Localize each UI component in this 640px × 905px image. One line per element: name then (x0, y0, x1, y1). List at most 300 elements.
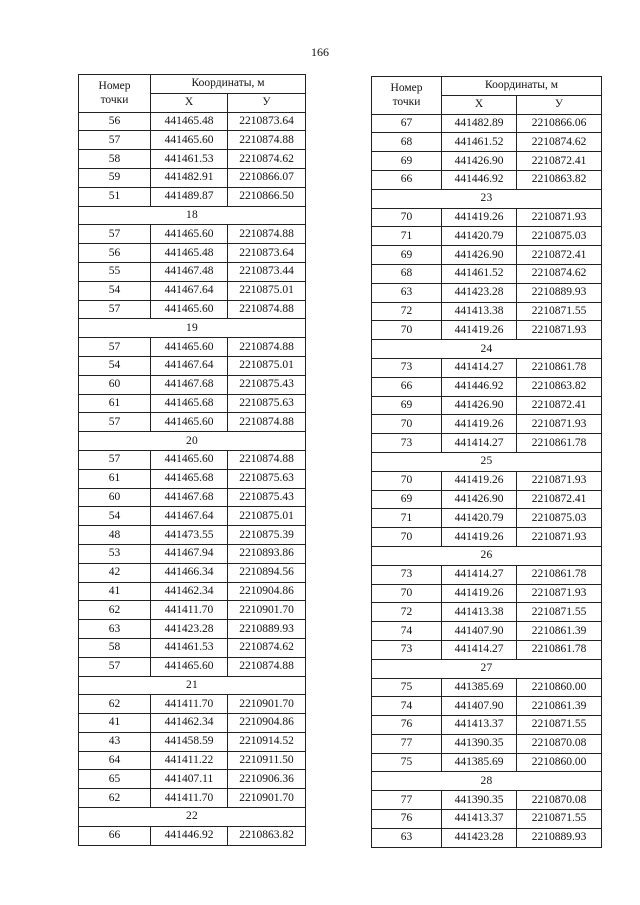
coordinates-table-right (371, 76, 602, 848)
coordinates-header: Координаты, м (442, 77, 602, 96)
point-number-cell: 57 (79, 338, 151, 357)
y-coordinate-cell: 2210873.64 (228, 112, 306, 131)
x-coordinate-cell: 441467.68 (151, 375, 228, 394)
y-coordinate-cell: 2210874.62 (517, 133, 602, 152)
point-number-cell: 71 (372, 509, 442, 528)
x-coordinate-cell: 441465.60 (151, 225, 228, 244)
point-number-cell: 68 (372, 264, 442, 283)
y-coordinate-cell: 2210874.88 (228, 338, 306, 357)
x-coordinate-cell: 441414.27 (442, 358, 517, 377)
x-header: X (151, 93, 228, 112)
y-coordinate-cell: 2210870.08 (517, 791, 602, 810)
x-coordinate-cell: 441426.90 (442, 246, 517, 265)
point-number-cell: 76 (372, 810, 442, 829)
y-coordinate-cell: 2210871.93 (517, 471, 602, 490)
x-coordinate-cell: 441420.79 (442, 509, 517, 528)
table-row (372, 133, 602, 152)
point-number-cell: 69 (372, 152, 442, 171)
table-row (79, 131, 306, 150)
section-label: 27 (372, 659, 602, 678)
point-number-cell: 69 (372, 246, 442, 265)
x-coordinate-cell: 441407.90 (442, 697, 517, 716)
y-coordinate-cell: 2210866.06 (517, 114, 602, 133)
y-coordinate-cell: 2210871.93 (517, 528, 602, 547)
section-label: 23 (372, 189, 602, 208)
table-row (79, 112, 306, 131)
x-coordinate-cell: 441414.27 (442, 640, 517, 659)
section-row (372, 340, 602, 359)
table-row (372, 528, 602, 547)
section-label: 20 (79, 432, 306, 451)
point-number-cell: 70 (372, 528, 442, 547)
table-row (79, 507, 306, 526)
x-coordinate-cell: 441446.92 (151, 826, 228, 845)
y-coordinate-cell: 2210871.93 (517, 321, 602, 340)
y-coordinate-cell: 2210875.43 (228, 488, 306, 507)
x-coordinate-cell: 441482.91 (151, 168, 228, 187)
point-number-cell: 66 (372, 170, 442, 189)
point-number-cell: 43 (79, 732, 151, 751)
x-coordinate-cell: 441465.48 (151, 244, 228, 263)
x-coordinate-cell: 441466.34 (151, 563, 228, 582)
point-number-cell: 72 (372, 302, 442, 321)
table-row (372, 622, 602, 641)
section-row (79, 808, 306, 827)
y-coordinate-cell: 2210872.41 (517, 396, 602, 415)
point-number-cell: 59 (79, 168, 151, 187)
x-header: X (442, 95, 517, 114)
y-coordinate-cell: 2210874.88 (228, 300, 306, 319)
x-coordinate-cell: 441419.26 (442, 471, 517, 490)
y-coordinate-cell: 2210861.78 (517, 565, 602, 584)
point-number-cell: 55 (79, 262, 151, 281)
section-row (372, 546, 602, 565)
y-coordinate-cell: 2210866.50 (228, 187, 306, 206)
section-label: 24 (372, 340, 602, 359)
x-coordinate-cell: 441467.68 (151, 488, 228, 507)
y-coordinate-cell: 2210861.78 (517, 640, 602, 659)
x-coordinate-cell: 441465.60 (151, 338, 228, 357)
table-row (372, 434, 602, 453)
table-row (79, 732, 306, 751)
y-coordinate-cell: 2210901.70 (228, 789, 306, 808)
y-coordinate-cell: 2210873.44 (228, 262, 306, 281)
point-number-cell: 62 (79, 601, 151, 620)
point-number-cell: 63 (372, 283, 442, 302)
x-coordinate-cell: 441467.64 (151, 507, 228, 526)
point-number-cell: 42 (79, 563, 151, 582)
x-coordinate-cell: 441419.26 (442, 321, 517, 340)
x-coordinate-cell: 441419.26 (442, 528, 517, 547)
point-number-cell: 71 (372, 227, 442, 246)
point-number-cell: 75 (372, 753, 442, 772)
section-label: 28 (372, 772, 602, 791)
point-number-cell: 57 (79, 657, 151, 676)
table-row (79, 262, 306, 281)
y-coordinate-cell: 2210901.70 (228, 695, 306, 714)
y-coordinate-cell: 2210871.55 (517, 716, 602, 735)
table-row (79, 544, 306, 563)
section-label: 22 (79, 808, 306, 827)
section-label: 19 (79, 319, 306, 338)
section-row (372, 189, 602, 208)
table-row (372, 603, 602, 622)
point-number-cell: 51 (79, 187, 151, 206)
point-number-cell: 60 (79, 488, 151, 507)
table-row (372, 377, 602, 396)
table-row (79, 244, 306, 263)
table-row (372, 509, 602, 528)
x-coordinate-cell: 441465.68 (151, 394, 228, 413)
x-coordinate-cell: 441489.87 (151, 187, 228, 206)
section-label: 26 (372, 546, 602, 565)
table-row (372, 471, 602, 490)
x-coordinate-cell: 441467.64 (151, 356, 228, 375)
table-row (372, 358, 602, 377)
y-coordinate-cell: 2210875.03 (517, 509, 602, 528)
x-coordinate-cell: 441413.37 (442, 810, 517, 829)
table-row (79, 789, 306, 808)
y-coordinate-cell: 2210875.43 (228, 375, 306, 394)
point-number-cell: 70 (372, 584, 442, 603)
table-row (79, 563, 306, 582)
y-coordinate-cell: 2210875.01 (228, 356, 306, 375)
y-coordinate-cell: 2210861.78 (517, 434, 602, 453)
point-number-cell: 57 (79, 300, 151, 319)
point-number-cell: 61 (79, 469, 151, 488)
table-row (79, 356, 306, 375)
y-coordinate-cell: 2210870.08 (517, 734, 602, 753)
y-coordinate-cell: 2210871.93 (517, 208, 602, 227)
table-row (372, 415, 602, 434)
table-row (79, 695, 306, 714)
y-coordinate-cell: 2210914.52 (228, 732, 306, 751)
table-row (372, 264, 602, 283)
point-number-cell: 54 (79, 281, 151, 300)
y-coordinate-cell: 2210871.55 (517, 810, 602, 829)
y-coordinate-cell: 2210889.93 (517, 283, 602, 302)
x-coordinate-cell: 441426.90 (442, 396, 517, 415)
table-row (372, 170, 602, 189)
point-number-cell: 70 (372, 415, 442, 434)
section-row (372, 452, 602, 471)
point-number-cell: 74 (372, 697, 442, 716)
table-row (372, 697, 602, 716)
table-row (79, 714, 306, 733)
table-row (372, 396, 602, 415)
x-coordinate-cell: 441446.92 (442, 170, 517, 189)
y-coordinate-cell: 2210871.55 (517, 302, 602, 321)
y-coordinate-cell: 2210874.88 (228, 131, 306, 150)
table-row (79, 413, 306, 432)
y-coordinate-cell: 2210874.62 (228, 150, 306, 169)
table-row (372, 208, 602, 227)
point-number-cell: 57 (79, 225, 151, 244)
y-coordinate-cell: 2210874.62 (228, 638, 306, 657)
y-coordinate-cell: 2210874.88 (228, 657, 306, 676)
point-number-cell: 70 (372, 471, 442, 490)
point-number-cell: 66 (372, 377, 442, 396)
x-coordinate-cell: 441446.92 (442, 377, 517, 396)
x-coordinate-cell: 441426.90 (442, 490, 517, 509)
x-coordinate-cell: 441423.28 (442, 283, 517, 302)
point-number-cell: 57 (79, 450, 151, 469)
point-number-header-line1: Номер (390, 82, 423, 95)
table-row (372, 791, 602, 810)
table-row (79, 751, 306, 770)
point-number-cell: 58 (79, 150, 151, 169)
table-row (372, 565, 602, 584)
section-row (79, 206, 306, 225)
x-coordinate-cell: 441482.89 (442, 114, 517, 133)
table-row (372, 678, 602, 697)
y-coordinate-cell: 2210901.70 (228, 601, 306, 620)
y-coordinate-cell: 2210874.62 (517, 264, 602, 283)
x-coordinate-cell: 441458.59 (151, 732, 228, 751)
point-number-header-line2: точки (392, 96, 421, 109)
table-row (372, 640, 602, 659)
x-coordinate-cell: 441419.26 (442, 415, 517, 434)
point-number-cell: 69 (372, 396, 442, 415)
point-number-header (372, 77, 442, 115)
table-row (79, 770, 306, 789)
table-row (79, 150, 306, 169)
table-row (79, 168, 306, 187)
x-coordinate-cell: 441414.27 (442, 434, 517, 453)
section-row (79, 676, 306, 695)
table-row (372, 227, 602, 246)
table-row (372, 734, 602, 753)
x-coordinate-cell: 441423.28 (151, 620, 228, 639)
x-coordinate-cell: 441419.26 (442, 208, 517, 227)
x-coordinate-cell: 441465.60 (151, 657, 228, 676)
table-row (79, 601, 306, 620)
x-coordinate-cell: 441467.48 (151, 262, 228, 281)
table-row (79, 300, 306, 319)
y-coordinate-cell: 2210871.93 (517, 584, 602, 603)
point-number-cell: 57 (79, 131, 151, 150)
table-row (372, 716, 602, 735)
point-number-cell: 53 (79, 544, 151, 563)
table-row (79, 187, 306, 206)
x-coordinate-cell: 441461.53 (151, 638, 228, 657)
point-number-cell: 56 (79, 244, 151, 263)
x-coordinate-cell: 441465.60 (151, 131, 228, 150)
page-number: 166 (311, 45, 329, 59)
table-row (372, 152, 602, 171)
point-number-cell: 72 (372, 603, 442, 622)
table-row (79, 826, 306, 845)
x-coordinate-cell: 441465.60 (151, 300, 228, 319)
table-row (79, 375, 306, 394)
point-number-cell: 73 (372, 565, 442, 584)
x-coordinate-cell: 441407.90 (442, 622, 517, 641)
section-row (79, 432, 306, 451)
table-row (79, 657, 306, 676)
x-coordinate-cell: 441426.90 (442, 152, 517, 171)
y-coordinate-cell: 2210893.86 (228, 544, 306, 563)
point-number-cell: 73 (372, 640, 442, 659)
y-coordinate-cell: 2210894.56 (228, 563, 306, 582)
point-number-cell: 48 (79, 526, 151, 545)
y-coordinate-cell: 2210863.82 (517, 170, 602, 189)
y-coordinate-cell: 2210874.88 (228, 413, 306, 432)
y-coordinate-cell: 2210872.41 (517, 152, 602, 171)
y-coordinate-cell: 2210875.01 (228, 281, 306, 300)
table-row (372, 584, 602, 603)
table-row (372, 246, 602, 265)
y-coordinate-cell: 2210861.39 (517, 622, 602, 641)
point-number-cell: 67 (372, 114, 442, 133)
x-coordinate-cell: 441413.37 (442, 716, 517, 735)
x-coordinate-cell: 441411.70 (151, 695, 228, 714)
point-number-cell: 57 (79, 413, 151, 432)
x-coordinate-cell: 441423.28 (442, 828, 517, 847)
table-row (79, 488, 306, 507)
y-coordinate-cell: 2210906.36 (228, 770, 306, 789)
table-row (79, 281, 306, 300)
x-coordinate-cell: 441473.55 (151, 526, 228, 545)
table-row (372, 810, 602, 829)
point-number-cell: 75 (372, 678, 442, 697)
x-coordinate-cell: 441390.35 (442, 791, 517, 810)
y-coordinate-cell: 2210873.64 (228, 244, 306, 263)
section-label: 18 (79, 206, 306, 225)
point-number-cell: 58 (79, 638, 151, 657)
point-number-cell: 41 (79, 714, 151, 733)
x-coordinate-cell: 441465.60 (151, 450, 228, 469)
point-number-cell: 69 (372, 490, 442, 509)
table-row (79, 469, 306, 488)
section-row (79, 319, 306, 338)
x-coordinate-cell: 441420.79 (442, 227, 517, 246)
x-coordinate-cell: 441407.11 (151, 770, 228, 789)
y-coordinate-cell: 2210875.03 (517, 227, 602, 246)
table-body-right (372, 114, 602, 847)
y-coordinate-cell: 2210875.39 (228, 526, 306, 545)
point-number-cell: 65 (79, 770, 151, 789)
table-row (79, 450, 306, 469)
y-coordinate-cell: 2210863.82 (517, 377, 602, 396)
y-coordinate-cell: 2210866.07 (228, 168, 306, 187)
y-coordinate-cell: 2210872.41 (517, 490, 602, 509)
point-number-cell: 61 (79, 394, 151, 413)
point-number-cell: 74 (372, 622, 442, 641)
point-number-cell: 77 (372, 791, 442, 810)
x-coordinate-cell: 441390.35 (442, 734, 517, 753)
x-coordinate-cell: 441465.68 (151, 469, 228, 488)
table-row (79, 225, 306, 244)
table-body-left (79, 112, 306, 845)
point-number-cell: 62 (79, 695, 151, 714)
point-number-cell: 41 (79, 582, 151, 601)
table-row (372, 828, 602, 847)
x-coordinate-cell: 441461.52 (442, 264, 517, 283)
table-row (372, 114, 602, 133)
point-number-cell: 54 (79, 356, 151, 375)
y-coordinate-cell: 2210889.93 (228, 620, 306, 639)
x-coordinate-cell: 441465.60 (151, 413, 228, 432)
y-coordinate-cell: 2210871.93 (517, 415, 602, 434)
y-coordinate-cell: 2210860.00 (517, 678, 602, 697)
x-coordinate-cell: 441414.27 (442, 565, 517, 584)
x-coordinate-cell: 441411.70 (151, 789, 228, 808)
x-coordinate-cell: 441462.34 (151, 714, 228, 733)
point-number-header-line1: Номер (98, 80, 131, 93)
x-coordinate-cell: 441413.38 (442, 603, 517, 622)
y-header: У (517, 95, 602, 114)
point-number-cell: 60 (79, 375, 151, 394)
table-row (79, 526, 306, 545)
x-coordinate-cell: 441385.69 (442, 753, 517, 772)
y-coordinate-cell: 2210874.88 (228, 450, 306, 469)
x-coordinate-cell: 441467.64 (151, 281, 228, 300)
point-number-cell: 62 (79, 789, 151, 808)
point-number-cell: 64 (79, 751, 151, 770)
x-coordinate-cell: 441411.70 (151, 601, 228, 620)
x-coordinate-cell: 441411.22 (151, 751, 228, 770)
y-coordinate-cell: 2210875.63 (228, 394, 306, 413)
point-number-cell: 56 (79, 112, 151, 131)
y-coordinate-cell: 2210860.00 (517, 753, 602, 772)
section-label: 21 (79, 676, 306, 695)
point-number-cell: 63 (372, 828, 442, 847)
y-coordinate-cell: 2210889.93 (517, 828, 602, 847)
y-coordinate-cell: 2210875.01 (228, 507, 306, 526)
x-coordinate-cell: 441385.69 (442, 678, 517, 697)
section-row (372, 772, 602, 791)
x-coordinate-cell: 441461.53 (151, 150, 228, 169)
table-row (79, 638, 306, 657)
y-coordinate-cell: 2210871.55 (517, 603, 602, 622)
section-row (372, 659, 602, 678)
y-coordinate-cell: 2210904.86 (228, 582, 306, 601)
table-row (79, 582, 306, 601)
table-row (372, 490, 602, 509)
point-number-cell: 73 (372, 434, 442, 453)
point-number-header-line2: точки (100, 94, 129, 107)
coordinates-table-left (78, 74, 306, 846)
y-coordinate-cell: 2210911.50 (228, 751, 306, 770)
x-coordinate-cell: 441465.48 (151, 112, 228, 131)
y-coordinate-cell: 2210875.63 (228, 469, 306, 488)
y-coordinate-cell: 2210861.39 (517, 697, 602, 716)
y-coordinate-cell: 2210874.88 (228, 225, 306, 244)
x-coordinate-cell: 441419.26 (442, 584, 517, 603)
table-row (79, 338, 306, 357)
y-coordinate-cell: 2210861.78 (517, 358, 602, 377)
point-number-cell: 70 (372, 321, 442, 340)
table-row (372, 302, 602, 321)
y-coordinate-cell: 2210863.82 (228, 826, 306, 845)
x-coordinate-cell: 441462.34 (151, 582, 228, 601)
y-header: У (228, 93, 306, 112)
section-label: 25 (372, 452, 602, 471)
table-row (372, 321, 602, 340)
point-number-cell: 77 (372, 734, 442, 753)
table-row (79, 394, 306, 413)
x-coordinate-cell: 441461.52 (442, 133, 517, 152)
coordinates-header: Координаты, м (151, 75, 306, 94)
x-coordinate-cell: 441413.38 (442, 302, 517, 321)
y-coordinate-cell: 2210872.41 (517, 246, 602, 265)
table-row (372, 283, 602, 302)
point-number-cell: 54 (79, 507, 151, 526)
table-row (79, 620, 306, 639)
point-number-cell: 63 (79, 620, 151, 639)
point-number-cell: 76 (372, 716, 442, 735)
point-number-cell: 66 (79, 826, 151, 845)
